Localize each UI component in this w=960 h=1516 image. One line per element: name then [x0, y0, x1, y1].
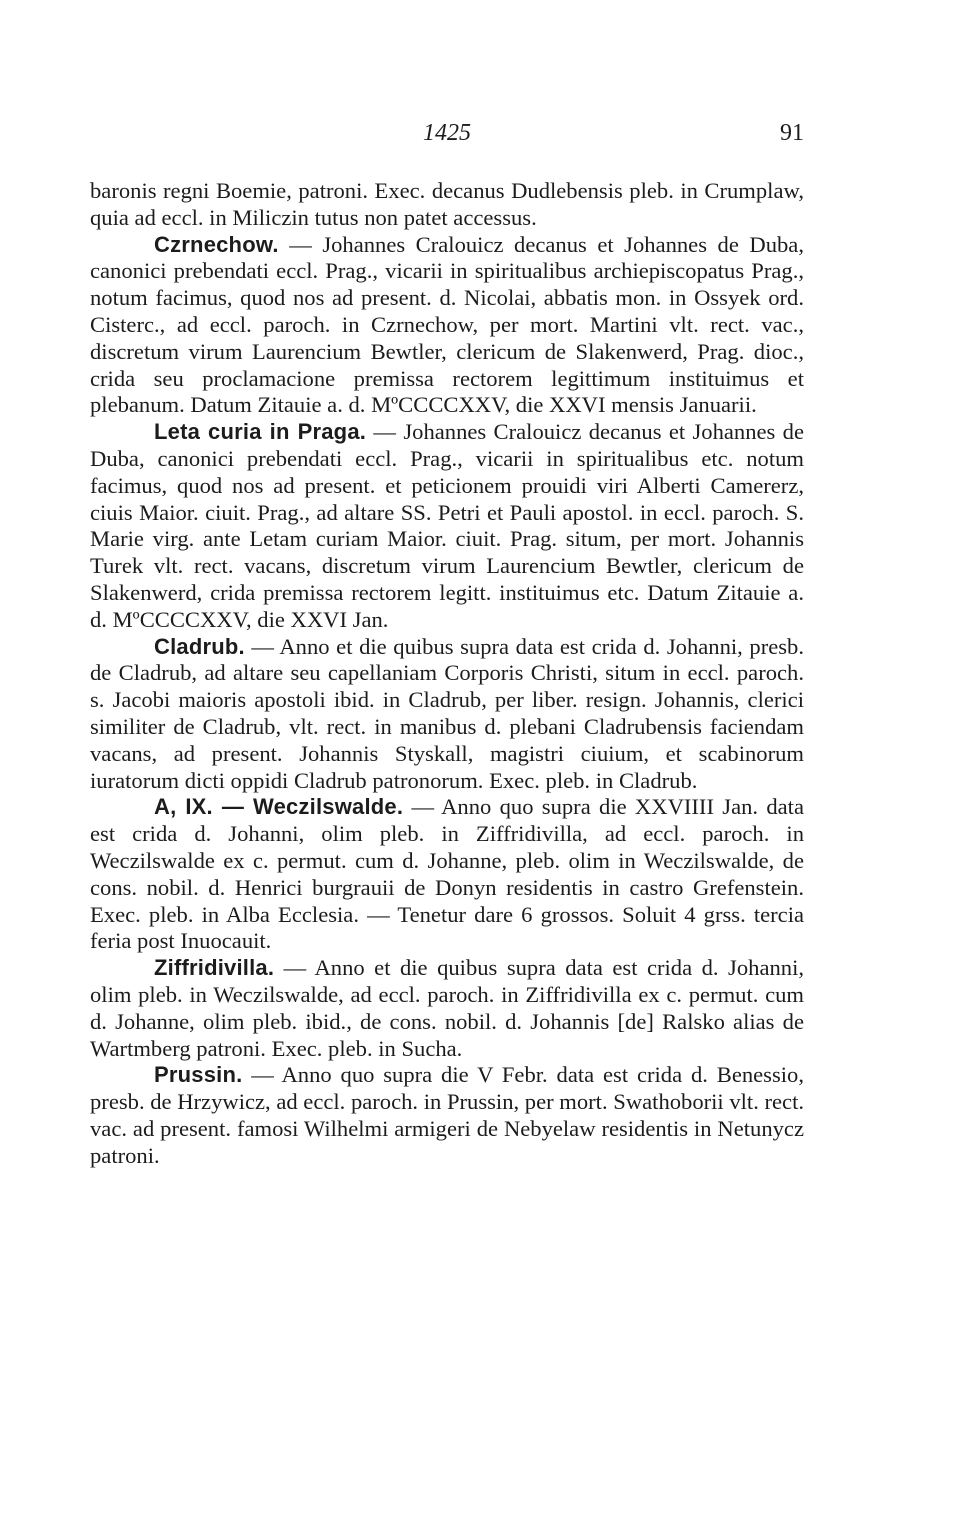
entry-ziffridivilla	[90, 955, 804, 1062]
page-header	[90, 116, 804, 150]
entry-leta-curia	[90, 419, 804, 633]
entry-heading: A, IX. — Weczilswalde.	[154, 794, 404, 820]
entry-heading: Cladrub.	[154, 633, 245, 659]
entry-prussin	[90, 1062, 804, 1169]
entry-cladrub	[90, 634, 804, 795]
entry-text: — Anno quo supra die V Febr. data est crida d. Benessio, presb. de Hrzywicz, ad eccl. paroch. in Prussin, per mort. Swathoborii vlt. rect. vac. ad present. famosi Wilhelmi armigeri de Nebyelaw residentis in Netunycz patroni.	[90, 1062, 805, 1168]
entry-heading: Leta curia in Praga.	[154, 419, 367, 445]
body-text	[90, 178, 804, 1169]
entry-text: — Anno et die quibus supra data est crida d. Johanni, olim pleb. in Weczilswalde, ad eccl. paroch. in Ziffridivilla ex c. permut. cum d. Johanne, olim pleb. ibid., de cons. nobil. d. Johannis [de] Ralsko alias de Wartmberg patroni. Exec. pleb. in Sucha.	[90, 955, 804, 1061]
entry-text: — Johannes Cralouicz decanus et Johannes de Duba, canonici prebendati eccl. Prag., vicarii in spiritualibus etc. notum facimus, quod nos ad present. et peticionem prouidi viri Alberti Camererz, ciuis Maior. ciuit. Prag., ad altare SS. Petri et Pauli apostol. in eccl. paroch. S. Marie virg. ante Letam curiam Maior. ciuit. Prag. situm, per mort. Johannis Turek vlt. rect. vacans, discretum virum Laurencium Bewtler, clericum de Slakenwerd, crida premissa rectorem legitt. instituimus etc. Datum Zitauie a. d. MºCCCCXXV, die XXVI Jan.	[90, 419, 804, 632]
paragraph-text: baronis regni Boemie, patroni. Exec. decanus Dudlebensis pleb. in Crumplaw, quia ad eccl. in Miliczin tutus non patet accessus.	[90, 178, 804, 230]
entry-text: — Anno et die quibus supra data est crida d. Johanni, presb. de Cladrub, ad altare seu capellaniam Corporis Christi, situm in eccl. paroch. s. Jacobi maioris apostoli ibid. in Cladrub, per liber. resign. Johannis, clerici similiter de Cladrub, vlt. rect. in manibus d. plebani Cladrubensis faciendam vacans, ad present. Johannis Styskall, magistri ciuium, et scabinorum iuratorum dicti oppidi Cladrub patronorum. Exec. pleb. in Cladrub.	[90, 633, 804, 793]
entry-weczilswalde	[90, 794, 804, 955]
entry-heading: Prussin.	[154, 1062, 243, 1088]
entry-heading: Czrnechow.	[154, 231, 279, 257]
entry-text: — Anno quo supra die XXVIIII Jan. data est crida d. Johanni, olim pleb. in Ziffridivilla, ad eccl. paroch. in Weczilswalde ex c. permut. cum d. Johanne, pleb. olim in Weczilswalde, de cons. nobil. d. Henrici burgrauii de Donyn residentis in castro Grefenstein. Exec. pleb. in Alba Ecclesia. — Tenetur dare 6 grossos. Soluit 4 grss. tercia feria post Inuocauit.	[90, 794, 804, 954]
running-head-year: 1425	[423, 120, 471, 146]
entry-text: — Johannes Cralouicz decanus et Johannes de Duba, canonici prebendati eccl. Prag., vicarii in spiritualibus archiepiscopatus Prag., notum facimus, quod nos ad present. d. Nicolai, abbatis mon. in Ossyek ord. Cisterc., ad eccl. paroch. in Czrnechow, per mort. Martini vlt. rect. vac., discretum virum Laurencium Bewtler, clericum de Slakenwerd, Prag. dioc., crida seu proclamacione premissa rectorem legittimum instituimus et plebanum. Datum Zitauie a. d. MºCCCCXXV, die XXVI mensis Januarii.	[90, 231, 804, 418]
entry-heading: Ziffridivilla.	[154, 955, 275, 981]
paragraph-continuation	[90, 178, 804, 232]
entry-czrnechow	[90, 232, 804, 420]
page-number: 91	[780, 120, 804, 146]
